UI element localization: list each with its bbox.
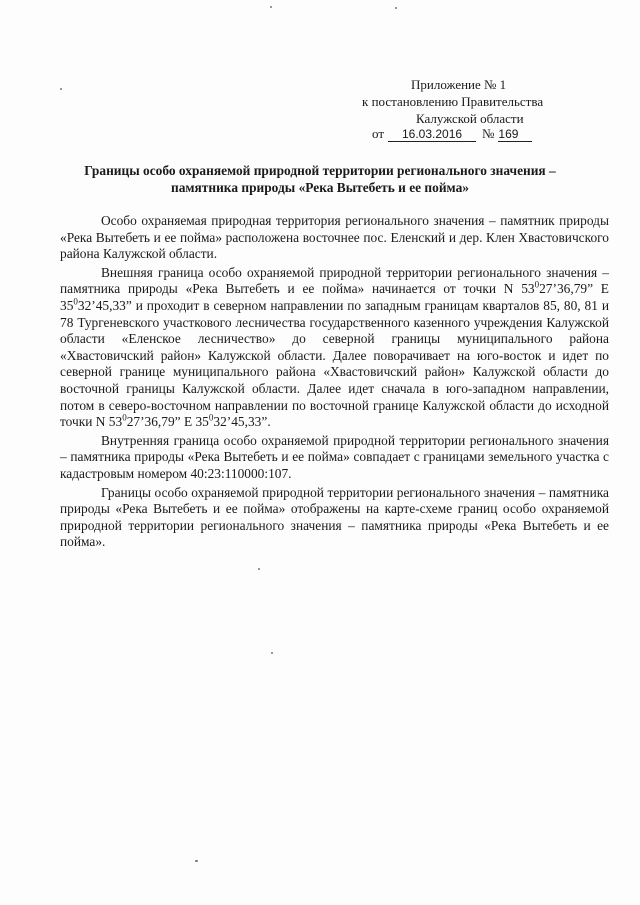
paragraph-location: Особо охраняемая природная территория регионального значения – памятник природы «Река Вытебеть и ее пойма» расположена восточнее пос. Еленский и дер. Клен Хвастовичского района Калужской области.: [60, 213, 609, 262]
paragraph-text: 27’36,79” Е 35: [60, 281, 609, 313]
degree-superscript: 0: [122, 412, 127, 423]
degree-superscript: 0: [208, 412, 214, 423]
appendix-decree-line: к постановлению Правительства: [362, 94, 544, 109]
decree-date-number-line: [372, 126, 532, 142]
paragraph-text: 27’36,79” Е 35: [126, 414, 209, 430]
degree-superscript: 0: [73, 296, 78, 307]
scan-speck: [271, 652, 273, 654]
paragraph-text: 32’45,33” и проходит в северном направлении по западным границам кварталов 85, 80, 81 и 78 Тургеневского участкового лесничества государственного казенного учреждения Калужской области «Еленское лесничество» до северной границы муниципального района «Хвастовичский район» Калужской области. Далее поворачивает на юго-восток и идет по северной границе муниципального района «Хвастовичский район» Калужской области до восточной границы Калужской области. Далее идет сначала в юго-западном направлении, потом в северо-восточном направлении по восточной границе Калужской области до исходной точки N 53: [60, 297, 609, 430]
paragraph-text: 32’45,33”.: [213, 414, 271, 430]
degree-superscript: 0: [534, 279, 540, 290]
scan-speck: [395, 7, 397, 9]
scan-speck: [270, 6, 272, 8]
document-title: Границы особо охраняемой природной территории регионального значения – памятника природы «Река Вытебеть и ее пойма»: [84, 163, 556, 195]
decree-date: 16.03.2016: [388, 127, 476, 142]
appendix-region-line: Калужской области: [416, 111, 524, 126]
scan-speck: [60, 88, 62, 90]
appendix-label: Приложение № 1: [411, 77, 507, 92]
scan-speck: [195, 860, 198, 862]
date-prefix: от: [372, 126, 385, 141]
paragraph-internal-boundary: Внутренняя граница особо охраняемой природной территории регионального значения – памятника природы «Река Вытебеть и ее пойма» совпадает с границами земельного участка с кадастровым номером 40:23:110000:107.: [60, 432, 609, 481]
document-body: [60, 213, 609, 553]
paragraph-external-boundary: [60, 265, 609, 431]
scan-speck: [258, 568, 260, 570]
paragraph-map-reference: Границы особо охраняемой природной территории регионального значения – памятника природы «Река Вытебеть и ее пойма» отображены на карте-схеме границ особо охраняемой природной территории регионального значения – памятника природы «Река Вытебеть и ее пойма».: [60, 484, 609, 550]
decree-number: 169: [498, 127, 532, 142]
paragraph-text: Внешняя граница особо охраняемой природной территории регионального значения – памятника природы «Река Вытебеть и ее пойма» начинается от точки N 53: [60, 264, 609, 297]
number-prefix: №: [482, 126, 495, 141]
